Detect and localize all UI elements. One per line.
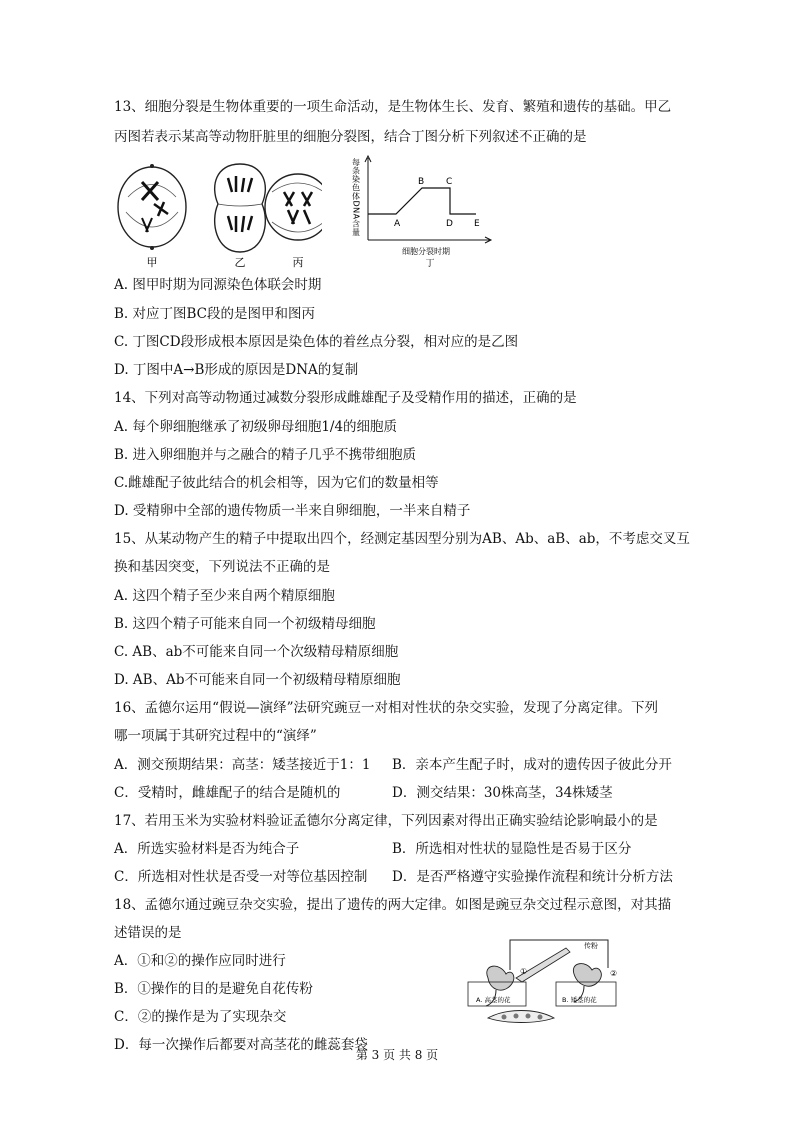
q13-option-c: C. 丁图CD段形成根本原因是染色体的着丝点分裂，相对应的是乙图 — [114, 334, 519, 350]
q14-option-d: D. 受精卵中全部的遗传物质一半来自卵细胞，一半来自精子 — [114, 503, 471, 519]
cell-jia — [118, 164, 186, 250]
q13-option-b: B. 对应丁图BC段的是图甲和图丙 — [114, 306, 316, 322]
label-2: ② — [610, 969, 618, 978]
q18-option-d: D．每一次操作后都要对高茎花的雌蕊套袋 — [114, 1037, 368, 1053]
graph-dna-line — [368, 188, 476, 214]
q17-stem: 17、若用玉米为实验材料验证孟德尔分离定律，下列因素对得出正确实验结论影响最小的是 — [114, 813, 658, 829]
q15-option-c: C. AB、ab不可能来自同一个次级精母精原细胞 — [114, 644, 399, 660]
q16-option-b: B．亲本产生配子时，成对的遗传因子彼此分开 — [392, 757, 672, 773]
cell-bing — [265, 174, 322, 240]
q17-option-a: A．所选实验材料是否为纯合子 — [114, 841, 300, 857]
q18-option-a: A．①和②的操作应同时进行 — [114, 953, 286, 969]
q13-stem-line2: 丙图若表示某高等动物肝脏里的细胞分裂图，结合丁图分析下列叙述不正确的是 — [114, 129, 587, 145]
q14-option-a: A. 每个卵细胞继承了初级卵母细胞1/4的细胞质 — [114, 419, 398, 435]
q15-stem-line1: 15、从某动物产生的精子中提取出四个，经测定基因型分别为AB、Ab、aB、ab，不考虑交叉互 — [114, 531, 690, 547]
q18-option-b: B．①操作的目的是避免自花传粉 — [114, 981, 313, 997]
brush-tool-icon — [516, 948, 570, 982]
q13-dna-graph — [348, 154, 498, 270]
q15-option-b: B. 这四个精子可能来自同一个初级精母细胞 — [114, 616, 376, 632]
q15-option-d: D. AB、Ab不可能来自同一个初级精母精原细胞 — [114, 672, 401, 688]
cell-yi — [215, 164, 266, 252]
page-footer: 第 3 页 共 8 页 — [355, 1048, 439, 1062]
q17-option-c: C．所选相对性状是否受一对等位基因控制 — [114, 869, 368, 885]
graph-caption: 丁 — [425, 259, 435, 269]
q15-stem-line2: 换和基因突变，下列说法不正确的是 — [114, 559, 330, 575]
q16-stem-line1: 16、孟德尔运用“假说—演绎”法研究豌豆一对相对性状的杂交实验，发现了分离定律。下列 — [114, 700, 658, 716]
cell-label-yi: 乙 — [234, 256, 246, 269]
q18-stem-line2: 述错误的是 — [114, 925, 182, 941]
q15-option-a: A. 这四个精子至少来自两个精原细胞 — [114, 588, 335, 604]
q14-stem: 14、下列对高等动物通过减数分裂形成雌雄配子及受精作用的描述，正确的是 — [114, 390, 577, 406]
q16-option-a: A．测交预期结果：高茎：矮茎接近于1：1 — [114, 757, 371, 773]
q13-cell-figures — [112, 152, 322, 270]
label-flower-b: B. 矮茎的花 — [562, 996, 597, 1004]
graph-point-a: A — [394, 219, 401, 229]
graph-point-e: E — [474, 219, 480, 229]
q18-option-c: C．②的操作是为了实现杂交 — [114, 1009, 287, 1025]
q18-pea-cross-figure — [466, 934, 624, 1026]
cell-label-bing: 丙 — [292, 256, 304, 269]
q18-stem-line1: 18、孟德尔通过豌豆杂交实验，提出了遗传的两大定律。如图是豌豆杂交过程示意图，对其描 — [114, 897, 672, 913]
q13-stem-line1: 13、细胞分裂是生物体重要的一项生命活动，是生物体生长、发育、繁殖和遗传的基础。甲乙 — [114, 99, 672, 115]
cell-label-jia: 甲 — [146, 256, 158, 269]
q13-option-d: D. 丁图中A→B形成的原因是DNA的复制 — [114, 362, 359, 378]
q16-option-c: C．受精时，雌雄配子的结合是随机的 — [114, 785, 341, 801]
q13-option-a: A. 图甲时期为同源染色体联会时期 — [114, 277, 322, 293]
q14-option-b: B. 进入卵细胞并与之融合的精子几乎不携带细胞质 — [114, 447, 417, 463]
q16-option-d: D．测交结果：30株高茎，34株矮茎 — [392, 785, 613, 801]
label-flower-a: A. 高茎的花 — [476, 996, 511, 1004]
label-pollen: 传粉 — [584, 942, 598, 950]
label-1: ① — [520, 967, 528, 976]
graph-point-c: C — [446, 177, 453, 187]
graph-ylabel: 每条染色体DNA含量 — [351, 158, 361, 237]
q14-option-c: C.雌雄配子彼此结合的机会相等，因为它们的数量相等 — [114, 475, 439, 491]
q17-option-b: B．所选相对性状的显隐性是否易于区分 — [392, 841, 632, 857]
graph-point-b: B — [418, 177, 425, 187]
q16-stem-line2: 哪一项属于其研究过程中的“演绎” — [114, 728, 317, 744]
graph-point-d: D — [446, 219, 453, 229]
pea-pods-icon — [488, 1011, 554, 1023]
q17-option-d: D．是否严格遵守实验操作流程和统计分析方法 — [392, 869, 673, 885]
graph-xlabel: 细胞分裂时期 — [402, 247, 450, 256]
